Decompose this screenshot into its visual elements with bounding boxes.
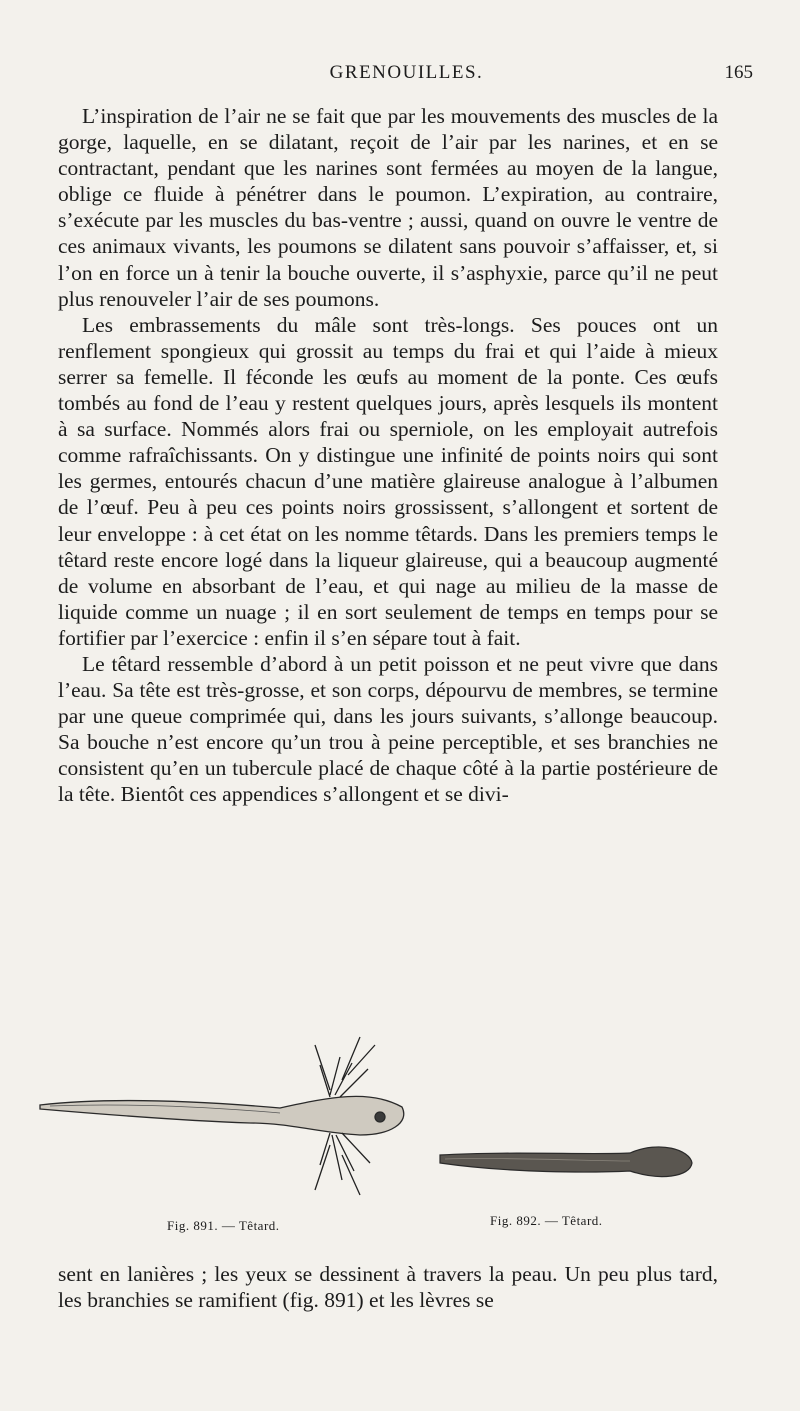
running-head: [60, 62, 753, 92]
paragraph-reproduction: Les embrassements du mâle sont très-longs. Ses pouces ont un renflement spongieux qui grossit au temps du frai et qui l’aide à mieux serrer sa femelle. Il féconde les œufs au moment de la ponte. Ces œufs tombés au fond de l’eau y restent quelques jours, après lesquels ils montent à sa surface. Nommés alors frai ou sperniole, on les employait autrefois comme rafraîchissants. On y distingue une infinité de points noirs qui sont les germes, entourés chacun d’une matière glaireuse analogue à l’albumen de l’œuf. Peu à peu ces points noirs grossissent, s’allongent et sortent de leur enveloppe : à cet état on les nomme têtards. Dans les premiers temps le têtard reste encore logé dans la liqueur glaireuse, qui a beaucoup augmenté de volume en absorbant de l’eau, et qui nage au milieu de la masse de liquide comme un nuage ; il en sort seulement de temps en temps pour se fortifier par l’exercice : enfin il s’en sépare tout à fait.: [58, 312, 718, 650]
running-title: GRENOUILLES.: [329, 62, 484, 83]
paragraph-respiration: L’inspiration de l’air ne se fait que par les mouvements des muscles de la gorge, laquelle, en se dilatant, reçoit de l’air par les narines, et en se contractant, pendant que les narines sont fermées au moyen de la langue, oblige ce fluide à pénétrer dans le poumon. L’expiration, au contraire, s’exécute par les muscles du bas-ventre ; aussi, quand on ouvre le ventre de ces animaux vivants, les poumons se dilatent sans pouvoir s’affaisser, et, si l’on en force un à tenir la bouche ouverte, il s’asphyxie, parce qu’il ne peut plus renouveler l’air de ses poumons.: [58, 104, 718, 311]
figure-area: [30, 1005, 710, 1245]
paragraph-continuation: sent en lanières ; les yeux se dessinent à travers la peau. Un peu plus tard, les branchies se ramifient (fig. 891) et les lèvres se: [58, 1262, 718, 1313]
figure-892-caption: Fig. 892. — Têtard.: [490, 1213, 603, 1228]
body-text: [58, 103, 718, 808]
tadpole-figure-891: [40, 1037, 404, 1195]
page-number: 165: [724, 62, 753, 83]
tadpole-illustrations: [30, 1005, 710, 1245]
paragraph-tadpole: Le têtard ressemble d’abord à un petit poisson et ne peut vivre que dans l’eau. Sa tête est très-grosse, et son corps, dépourvu de membres, se termine par une queue comprimée qui, dans les jours suivants, s’allonge beaucoup. Sa bouche n’est encore qu’un trou à peine perceptible, et ses branchies ne consistent qu’en un tubercule placé de chaque côté à la partie postérieure de la tête. Bientôt ces appendices s’allongent et se divi-: [58, 651, 718, 807]
tadpole-figure-892: [440, 1147, 692, 1177]
continued-text: [58, 1261, 718, 1313]
figure-891-caption: Fig. 891. — Têtard.: [167, 1218, 280, 1233]
